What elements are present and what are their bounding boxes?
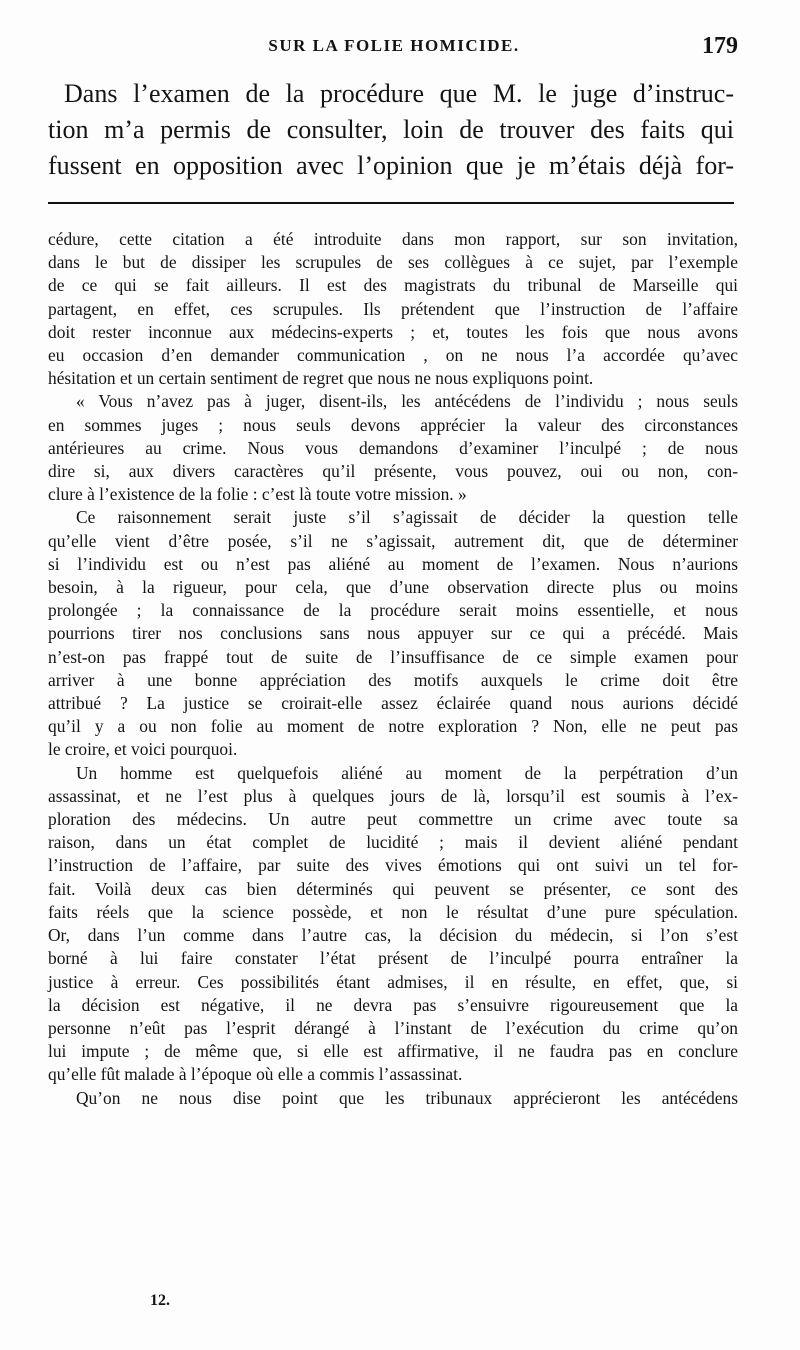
footnote-line: clure à l’existence de la folie : c’est là toute votre mission. » xyxy=(48,484,467,505)
main-text-line: Dans l’examen de la procédure que M. le juge d’instruc- xyxy=(64,79,734,108)
footnote-line: Un homme est quelquefois aliéné au moment de la perpétration d’un xyxy=(76,762,738,783)
printer-signature-mark: 12. xyxy=(150,1292,170,1309)
page-number: 179 xyxy=(702,33,738,59)
footnote-line: antérieures au crime. Nous vous demandons d’examiner l’inculpé ; de nous xyxy=(48,437,738,458)
footnote-line: qu’il y a ou non folie au moment de notre exploration ? Non, elle ne peut pas xyxy=(48,716,738,737)
footnote-line: lui impute ; de même que, si elle est affirmative, il ne faudra pas en conclure xyxy=(48,1041,738,1062)
footnote-line: ploration des médecins. Un autre peut commettre un crime avec toute sa xyxy=(48,809,738,830)
running-header-title: SUR LA FOLIE HOMICIDE. xyxy=(268,36,520,55)
footnote-line: partagent, en effet, ces scrupules. Ils prétendent que l’instruction de l’affaire xyxy=(48,298,738,319)
main-text-line: tion m’a permis de consulter, loin de trouver des faits qui xyxy=(48,115,734,144)
footnote-line: qu’elle fût malade à l’époque où elle a commis l’assassinat. xyxy=(48,1064,463,1085)
footnote-line: Qu’on ne nous dise point que les tribunaux apprécieront les antécédens xyxy=(76,1087,738,1108)
footnote-line: n’est-on pas frappé tout de suite de l’insuffisance de ce simple examen pour xyxy=(48,646,738,667)
footnote-line: l’instruction de l’affaire, par suite des vives émotions qui ont suivi un tel for- xyxy=(48,855,738,876)
footnote-line: assassinat, et ne l’est plus à quelques jours de là, lorsqu’il est soumis à l’ex- xyxy=(48,785,738,806)
footnote-line: fait. Voilà deux cas bien déterminés qui peuvent se présenter, ce sont des xyxy=(48,878,738,899)
footnote-line: hésitation et un certain sentiment de regret que nous ne nous expliquons point. xyxy=(48,368,594,389)
footnote-line: faits réels que la science possède, et non le résultat d’une pure spéculation. xyxy=(48,901,738,922)
footnote-separator-rule xyxy=(48,202,734,204)
footnote-line: arriver à une bonne appréciation des motifs auxquels le crime doit être xyxy=(48,669,738,690)
footnote-line: de ce qui se fait ailleurs. Il est des magistrats du tribunal de Marseille qui xyxy=(48,275,738,296)
footnote-line: attribué ? La justice se croirait-elle assez éclairée quand nous aurions décidé xyxy=(48,693,738,714)
footnote-line: besoin, à la rigueur, pour cela, que d’une observation directe plus ou moins xyxy=(48,577,738,598)
footnote-line: personne n’eût pas l’esprit dérangé à l’instant de l’exécution du crime qu’on xyxy=(48,1017,738,1038)
footnote-block xyxy=(48,228,738,1110)
footnote-line: doit rester inconnue aux médecins-experts ; et, toutes les fois que nous avons xyxy=(48,321,738,342)
footnote-line: cédure, cette citation a été introduite dans mon rapport, sur son invitation, xyxy=(48,229,738,249)
footnote-line: le croire, et voici pourquoi. xyxy=(48,739,238,760)
footnote-line: si l’individu est ou n’est pas aliéné au moment de l’examen. Nous n’aurions xyxy=(48,553,738,574)
running-header xyxy=(50,33,738,62)
footnote-line: pourrions tirer nos conclusions sans nous appuyer sur ce qui a précédé. Mais xyxy=(48,623,738,644)
footnote-line: qu’elle vient d’être posée, s’il ne s’agissait, autrement dit, que de déterminer xyxy=(48,530,738,551)
footnote-line: dire si, aux divers caractères qu’il présente, vous pouvez, oui ou non, con- xyxy=(48,461,738,482)
main-text-block xyxy=(48,76,734,184)
footnote-line: prolongée ; la connaissance de la procédure serait moins essentielle, et nous xyxy=(48,600,738,621)
footnote-line: en sommes juges ; nous seuls devons apprécier la valeur des circonstances xyxy=(48,414,738,435)
footnote-line: « Vous n’avez pas à juger, disent-ils, les antécédens de l’individu ; nous seuls xyxy=(76,391,738,412)
footnote-line: raison, dans un état complet de lucidité ; mais il devient aliéné pendant xyxy=(48,832,738,853)
footnote-line: justice à erreur. Ces possibilités étant admises, il en résulte, en effet, que, si xyxy=(48,971,738,992)
main-text-line: fussent en opposition avec l’opinion que je m’étais déjà for- xyxy=(48,151,734,180)
footnote-line: eu occasion d’en demander communication , on ne nous l’a accordée qu’avec xyxy=(48,345,738,366)
footnote-line: dans le but de dissiper les scrupules de ses collègues à ce sujet, par l’exemple xyxy=(48,252,738,273)
footnote-line: borné à lui faire constater l’état présent de l’inculpé pourra entraîner la xyxy=(48,948,738,969)
footnote-line: la décision est négative, il ne devra pas s’ensuivre rigoureusement que la xyxy=(48,994,738,1015)
footnote-line: Ce raisonnement serait juste s’il s’agissait de décider la question telle xyxy=(76,507,738,528)
footnote-line: Or, dans l’un comme dans l’autre cas, la décision du médecin, si l’on s’est xyxy=(48,925,738,946)
